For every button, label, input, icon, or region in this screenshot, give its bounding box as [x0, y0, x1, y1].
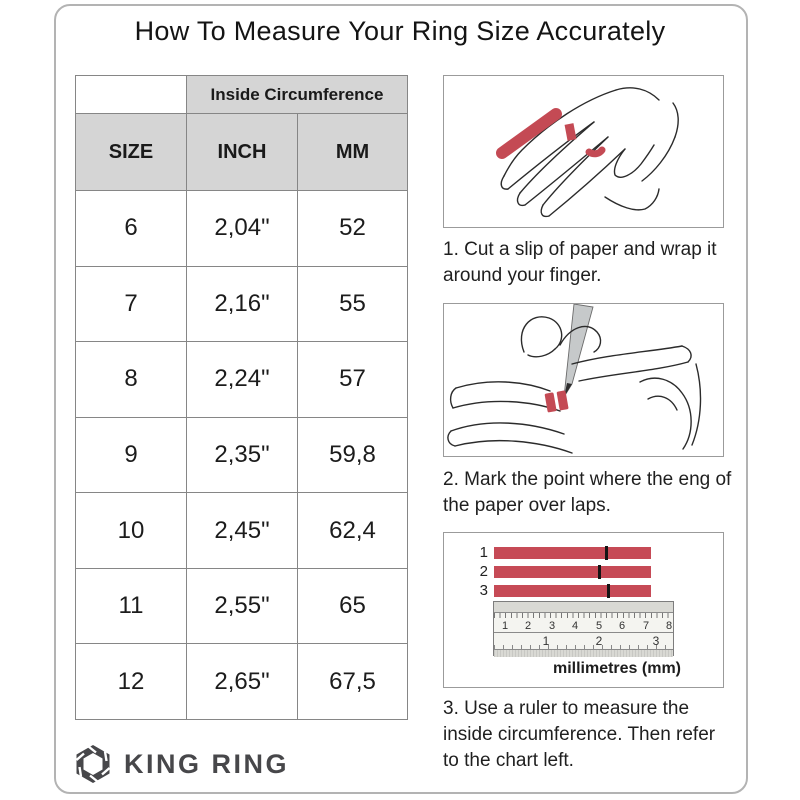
table-row — [76, 266, 408, 342]
strip-mark — [605, 546, 608, 560]
table-row — [76, 191, 408, 267]
size-cell: 8 — [76, 342, 187, 418]
paper-band-on-finger — [569, 124, 572, 140]
mm-cell: 67,5 — [298, 644, 408, 720]
table-row — [76, 644, 408, 720]
ruler-number: 5 — [595, 620, 603, 632]
ruler-edge-ticks — [494, 602, 673, 613]
column-header-mm: MM — [298, 114, 408, 191]
ruler-number: 3 — [652, 634, 660, 648]
size-cell: 11 — [76, 568, 187, 644]
page-title: How To Measure Your Ring Size Accurately — [134, 16, 666, 46]
paper-strip — [494, 547, 651, 559]
strip-label: 1 — [479, 544, 488, 561]
size-cell: 10 — [76, 493, 187, 569]
size-cell: 7 — [76, 266, 187, 342]
column-header-inch: INCH — [187, 114, 298, 191]
step1-hand-with-paper-illustration — [443, 75, 724, 228]
table-header-row — [76, 114, 408, 191]
king-ring-logo — [73, 742, 289, 786]
ruler-bottom-ticks — [494, 649, 673, 657]
inch-cell: 2,55" — [187, 568, 298, 644]
ruler-number: 2 — [524, 620, 532, 632]
strip-mark — [607, 584, 610, 598]
step1-caption: 1. Cut a slip of paper and wrap it around your finger. — [443, 239, 717, 286]
ruler-inch-scale — [494, 632, 673, 649]
inch-cell: 2,65" — [187, 644, 298, 720]
ruler-number: 1 — [542, 634, 550, 648]
ruler-cm-scale — [494, 613, 673, 632]
strip-label: 2 — [479, 563, 488, 580]
ruler-number: 4 — [571, 620, 579, 632]
table-row — [76, 417, 408, 493]
strip-label: 3 — [479, 582, 488, 599]
ruler-number: 1 — [501, 620, 509, 632]
ruler-number: 7 — [642, 620, 650, 632]
paper-strip — [494, 566, 651, 578]
empty-corner-cell — [76, 76, 187, 114]
paper-slip-strip — [502, 114, 556, 153]
hand-sketch-illustration — [444, 76, 723, 227]
table-row — [76, 568, 408, 644]
ruler-number: 8 — [665, 620, 673, 632]
paper-strip — [494, 585, 651, 597]
ruler-number: 6 — [618, 620, 626, 632]
table-row — [76, 342, 408, 418]
size-cell: 9 — [76, 417, 187, 493]
size-table — [75, 75, 408, 720]
strip-mark — [598, 565, 601, 579]
inch-cell: 2,35" — [187, 417, 298, 493]
step3-ruler-illustration — [443, 532, 724, 688]
paper-overlap-end — [589, 150, 602, 154]
mm-cell: 55 — [298, 266, 408, 342]
mm-cell: 59,8 — [298, 417, 408, 493]
step2-marking-pen-illustration — [443, 303, 724, 457]
step2-caption: 2. Mark the point where the eng of the paper over laps. — [443, 469, 732, 516]
ruler-number: 2 — [595, 634, 603, 648]
group-header-inside-circumference: Inside Circumference — [187, 76, 408, 114]
inch-cell: 2,04" — [187, 191, 298, 267]
mm-cell: 52 — [298, 191, 408, 267]
size-cell: 12 — [76, 644, 187, 720]
mm-cell: 62,4 — [298, 493, 408, 569]
pen — [564, 304, 593, 397]
hexagon-aperture-icon — [73, 742, 113, 786]
column-header-size: SIZE — [76, 114, 187, 191]
ruler — [493, 601, 674, 656]
inch-cell: 2,45" — [187, 493, 298, 569]
millimetres-label: millimetres (mm) — [552, 660, 682, 677]
inch-cell: 2,16" — [187, 266, 298, 342]
size-cell: 6 — [76, 191, 187, 267]
pen-marking-sketch-illustration — [444, 304, 723, 456]
step3-caption: 3. Use a ruler to measure the inside circumference. Then refer to the chart left. — [443, 698, 716, 771]
table-group-row — [76, 76, 408, 114]
logo-text: KING RING — [124, 748, 290, 779]
inch-cell: 2,24" — [187, 342, 298, 418]
mm-cell: 57 — [298, 342, 408, 418]
ruler-number: 3 — [548, 620, 556, 632]
mm-cell: 65 — [298, 568, 408, 644]
table-row — [76, 493, 408, 569]
